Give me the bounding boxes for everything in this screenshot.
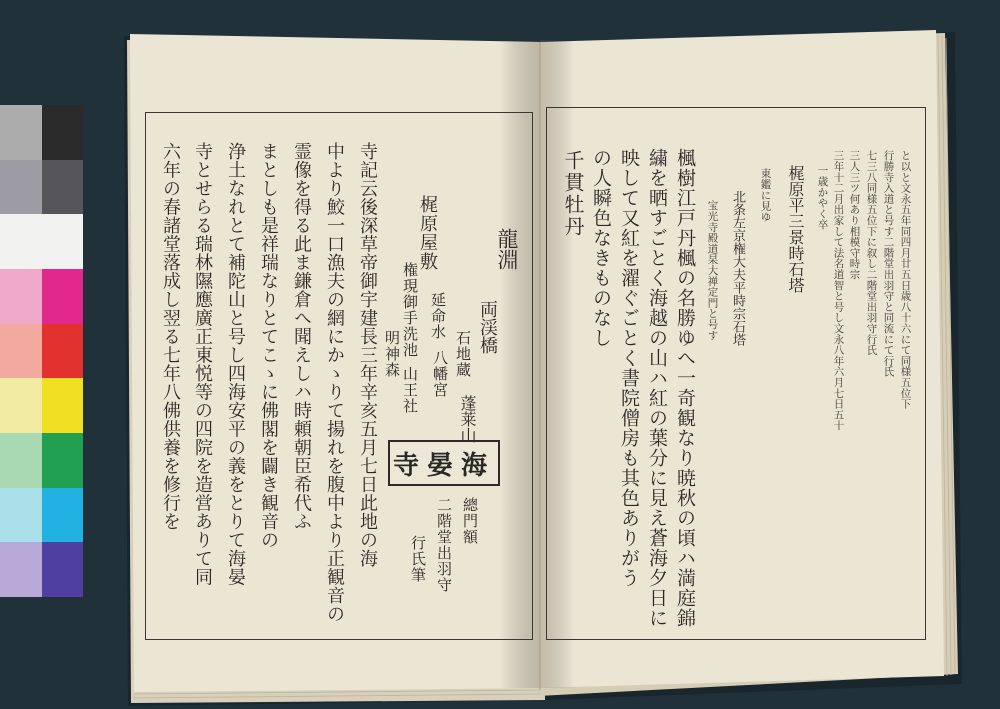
body-column: 寺とせらる瑞林隰應廣正東悦等の四院を造営ありて同: [192, 142, 213, 586]
gate-plaque-label: 總門額: [461, 497, 479, 545]
gate-plaque-brush: 行氏筆: [409, 535, 427, 583]
stone-pagoda-heading: 梶原平三景時石塔: [786, 165, 805, 293]
body-column: 寺記云後深草帝御宇建長三年辛亥五月七日此地の海: [357, 142, 378, 568]
body-column: 浄土なれとて補陀山と号し四海安平の義をとりて海晏: [225, 142, 246, 586]
body-column: の人瞬色なきものなし: [590, 148, 612, 348]
temple-title: 海晏寺: [392, 450, 495, 481]
body-column: 六年の春諸堂落成し翌る七年八佛供養を修行を: [160, 142, 181, 531]
place-name: 明神森: [383, 330, 401, 378]
annotation-column: 宝光寺殿道杲大禅定門と号す: [706, 200, 719, 341]
place-name: 梶原屋敷: [417, 195, 438, 271]
gate-plaque-author: 二階堂出羽守: [435, 497, 453, 593]
place-name: 蓬莱山: [458, 395, 477, 443]
annotation-column: 行勝寺入道と号す二階堂出羽守と同流にて行氏: [882, 150, 895, 377]
body-column: まとしも是祥瑞なりとてこゝに佛閣を闢き観音の: [258, 142, 279, 549]
body-column: 霊像を得る此ま鎌倉へ聞えしハ時頼朝臣希代ふ: [291, 142, 312, 531]
annotation-column: 七三八同様五位下に叙し二階堂出羽守行氏: [865, 150, 878, 356]
place-name: 延命水: [429, 292, 447, 340]
body-column: 映して又紅を濯ぐごとく書院僧房も其色ありがう: [618, 148, 640, 588]
place-name: 八幡宮: [431, 350, 449, 398]
stone-pagoda-heading: 北条左京権大夫平時宗石塔: [730, 190, 745, 346]
annotation-column: 一歳かやく卒: [816, 165, 829, 230]
place-name: 石地蔵: [454, 330, 472, 378]
place-name: 権現御手洗池: [401, 262, 419, 358]
annotation-column: 東鑑に見ゆ: [759, 168, 772, 222]
body-column: 繍を晒すごとく海越の山ハ紅の葉分に見え蒼海夕日に: [646, 148, 668, 628]
annotation-column: 三年十二月出家して法名道智と号し文永八年六月七日五十: [832, 150, 845, 431]
place-name: 龍淵: [495, 228, 519, 270]
place-name: 山王社: [401, 366, 419, 414]
peony-heading: 千貫牡丹: [561, 150, 585, 238]
body-column: 楓樹江戸丹楓の名勝ゆへ一奇観なり暁秋の頃ハ満庭錦: [674, 148, 696, 628]
annotation-column: 三人三ツ何あり相模守時宗: [848, 150, 861, 280]
body-column: 中より鮫一口漁夫の網にかゝりて揚れを腹中より正観音の: [324, 142, 345, 623]
temple-title-box: [388, 440, 500, 486]
place-name: 両渓橋: [477, 300, 498, 354]
annotation-column: と以と文永五年同四月廿五日歳八十六にて同様五位下: [899, 150, 912, 410]
